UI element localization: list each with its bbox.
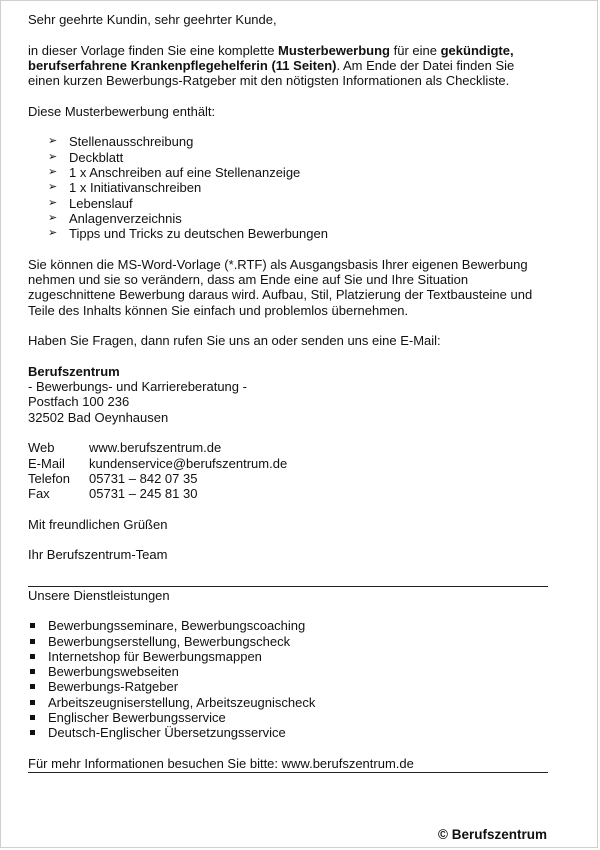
phone-value: 05731 – 842 07 35 — [89, 470, 198, 486]
arrow-bullet-icon: ➢ — [48, 165, 58, 178]
city: 32502 Bad Oeynhausen — [28, 409, 169, 425]
intro-paragraph — [28, 43, 548, 89]
contents-heading: Diese Musterbewerbung enthält: — [28, 103, 216, 119]
services-list — [28, 618, 548, 740]
signature: Ihr Berufszentrum-Team — [28, 547, 168, 563]
contact-row-email — [28, 456, 548, 471]
square-bullet-icon — [30, 623, 35, 628]
list-item: ➢ Tipps und Tricks zu deutschen Bewerbungen — [48, 226, 328, 242]
arrow-bullet-icon: ➢ — [48, 227, 58, 240]
postbox: Postfach 100 236 — [28, 394, 130, 410]
arrow-bullet-icon: ➢ — [48, 211, 58, 224]
copyright: © Berufszentrum — [438, 827, 547, 842]
contact-label: Web — [28, 440, 55, 456]
arrow-bullet-icon: ➢ — [48, 150, 58, 163]
intro-bold-1: Musterbewerbung — [278, 42, 391, 58]
more-info: Für mehr Informationen besuchen Sie bitte: www.berufszentrum.de — [28, 755, 414, 771]
list-item: Bewerbungsseminare, Bewerbungscoaching — [28, 618, 548, 633]
list-item: Internetshop für Bewerbungsmappen — [28, 649, 548, 664]
contact-row-fax — [28, 486, 548, 501]
square-bullet-icon — [30, 684, 35, 689]
list-item: Bewerbungswebseiten — [28, 664, 548, 679]
intro-text-2: für eine — [390, 42, 441, 58]
list-item: ➢ 1 x Initiativanschreiben — [48, 180, 202, 196]
list-item: ➢ Stellenausschreibung — [48, 134, 194, 150]
list-item: Bewerbungs-Ratgeber — [28, 679, 548, 694]
list-item: Bewerbungserstellung, Bewerbungscheck — [28, 634, 548, 649]
list-item: Englischer Bewerbungsservice — [28, 710, 548, 725]
intro-bold-2: gekündigte, berufserfahrene Krankenpflegehelferin (11 Seiten) — [28, 42, 514, 73]
arrow-bullet-icon: ➢ — [48, 181, 58, 194]
square-bullet-icon — [30, 715, 35, 720]
contact-row-web — [28, 440, 548, 455]
company-name: Berufszentrum — [28, 363, 120, 379]
square-bullet-icon — [30, 639, 35, 644]
divider — [28, 772, 548, 773]
contact-block — [28, 440, 548, 501]
square-bullet-icon — [30, 700, 35, 705]
contact-row-phone — [28, 471, 548, 486]
services-heading: Unsere Dienstleistungen — [28, 587, 170, 603]
greeting: Sehr geehrte Kundin, sehr geehrter Kunde, — [28, 12, 277, 27]
email-link[interactable]: kundenservice@berufszentrum.de — [89, 455, 288, 471]
company-subtitle: - Bewerbungs- und Karriereberatung - — [28, 379, 247, 395]
web-link[interactable]: www.berufszentrum.de — [89, 440, 222, 456]
list-item: ➢ Lebenslauf — [48, 195, 133, 211]
divider — [28, 586, 548, 587]
arrow-bullet-icon: ➢ — [48, 196, 58, 209]
closing: Mit freundlichen Grüßen — [28, 516, 168, 532]
contact-label: Telefon — [28, 470, 70, 486]
fax-value: 05731 – 245 81 30 — [89, 486, 198, 502]
document-content — [28, 12, 548, 773]
contents-list — [28, 134, 548, 241]
list-item: ➢ Deckblatt — [48, 149, 124, 165]
list-item: ➢ Anlagenverzeichnis — [48, 210, 182, 226]
usage-paragraph: Sie können die MS-Word-Vorlage (*.RTF) als Ausgangsbasis Ihrer eigenen Bewerbung nehmen und sie so verändern, dass am Ende eine auf Sie und Ihre Situation zugeschnittene Bewerbung daraus wird. Aufbau, Stil, Platzierung der Textbausteine und Teile des Inhalts können Sie einfach und problemlos übernehmen. — [28, 256, 533, 318]
intro-text-3: . Am Ende der Datei finden Sie einen kurzen Bewerbungs-Ratgeber mit den nötigsten Informationen als Checkliste. — [28, 57, 515, 89]
list-item: ➢ 1 x Anschreiben auf eine Stellenanzeige — [48, 164, 301, 180]
intro-text-1: in dieser Vorlage finden Sie eine komplette — [28, 42, 279, 58]
square-bullet-icon — [30, 730, 35, 735]
contact-label: Fax — [28, 486, 50, 502]
list-item: Deutsch-Englischer Übersetzungsservice — [28, 725, 548, 740]
questions-paragraph: Haben Sie Fragen, dann rufen Sie uns an oder senden uns eine E-Mail: — [28, 333, 441, 349]
square-bullet-icon — [30, 669, 35, 674]
square-bullet-icon — [30, 654, 35, 659]
list-item: Arbeitszeugniserstellung, Arbeitszeugnischeck — [28, 695, 548, 710]
arrow-bullet-icon: ➢ — [48, 135, 58, 148]
contact-label: E-Mail — [28, 455, 65, 471]
